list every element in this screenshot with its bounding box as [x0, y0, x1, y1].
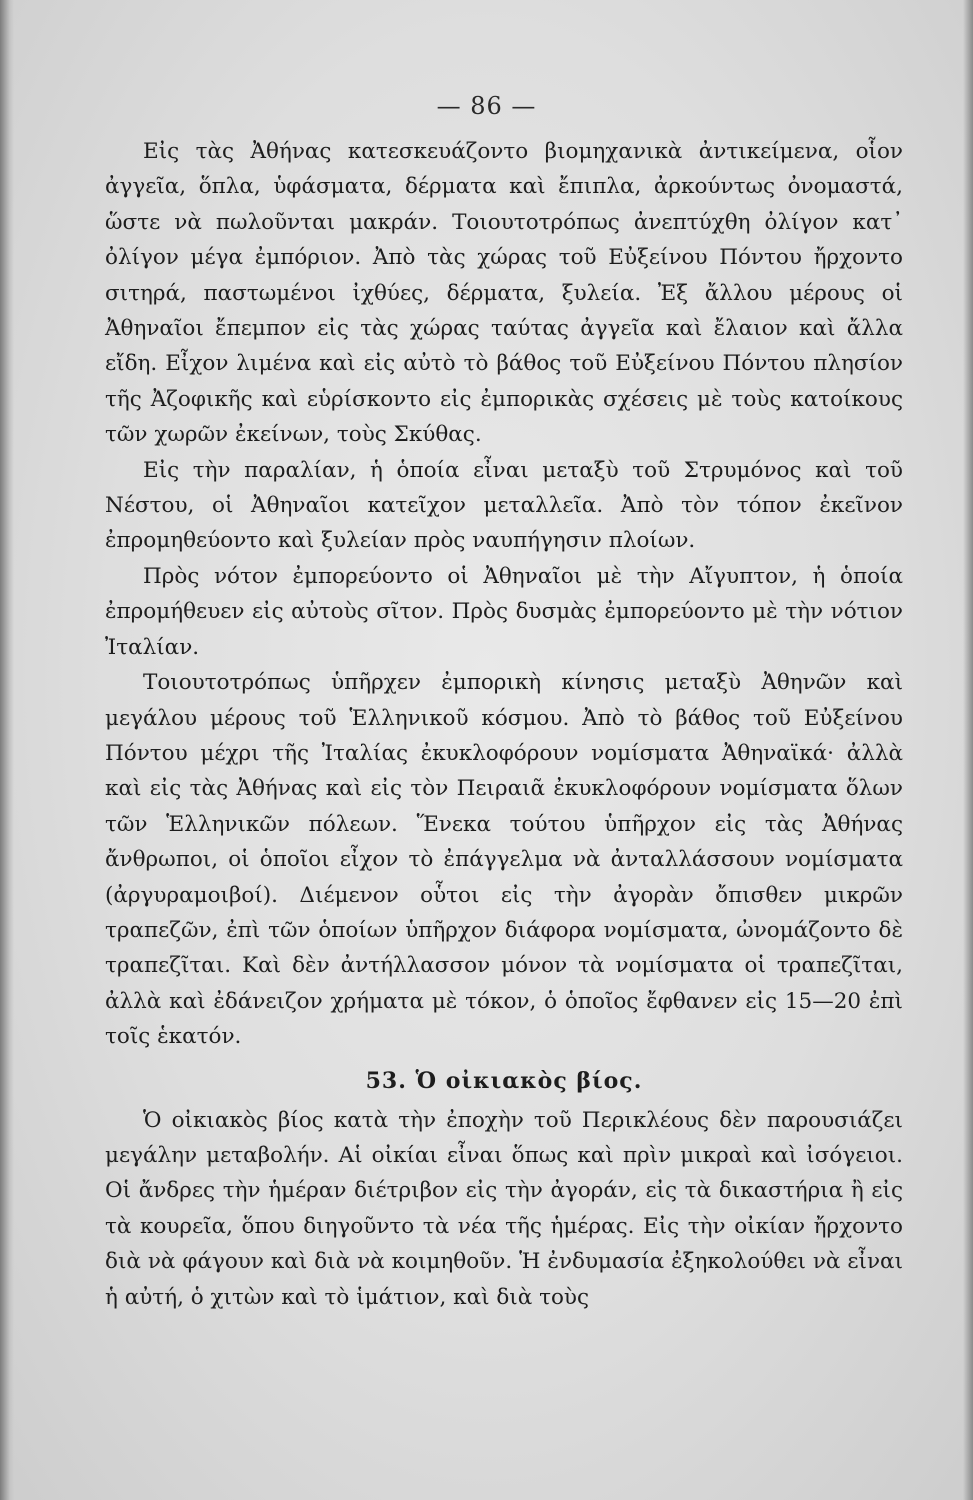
- body-text: [105, 134, 903, 1315]
- paragraph-domestic-life: Ὁ οἰκιακὸς βίος κατὰ τὴν ἐποχὴν τοῦ Περικλέους δὲν παρουσιάζει μεγάλην μεταβολήν. Αἱ οἰκίαι εἶναι ὅπως καὶ πρὶν μικραὶ καὶ ἰσόγειοι. Οἱ ἄνδρες τὴν ἡμέραν διέτριβον εἰς τὴν ἀγοράν, εἰς τὰ δικαστήρια ἢ εἰς τὰ κουρεῖα, ὅπου διηγοῦντο τὰ νέα τῆς ἡμέρας. Εἰς τὴν οἰκίαν ἤρχοντο διὰ νὰ φάγουν καὶ διὰ νὰ κοιμηθοῦν. Ἡ ἐνδυμασία ἐξηκολούθει νὰ εἶναι ἡ αὐτή, ὁ χιτὼν καὶ τὸ ἱμάτιον, καὶ διὰ τοὺς: [105, 1107, 903, 1310]
- page-edge-shadow-right: [963, 0, 973, 1500]
- page-number: — 86 —: [436, 92, 537, 120]
- paragraph-bankers: Τοιουτοτρόπως ὑπῆρχεν ἐμπορικὴ κίνησις μεταξὺ Ἀθηνῶν καὶ μεγάλου μέρους τοῦ Ἑλληνικοῦ κόσμου. Ἀπὸ τὸ βάθος τοῦ Εὐξείνου Πόντου μέχρι τῆς Ἰταλίας ἐκυκλοφόρουν νομίσματα Ἀθηναϊκά· ἀλλὰ καὶ εἰς τὰς Ἀθήνας καὶ εἰς τὸν Πειραιᾶ ἐκυκλοφόρουν νομίσματα ὅλων τῶν Ἑλληνικῶν πόλεων. Ἕνεκα τούτου ὑπῆρχον εἰς τὰς Ἀθήνας ἄνθρωποι, οἱ ὁποῖοι εἶχον τὸ ἐπάγγελμα νὰ ἀνταλλάσσουν νομίσματα (ἀργυραμοιβοί). Διέμενον οὗτοι εἰς τὴν ἀγορὰν ὄπισθεν μικρῶν τραπεζῶν, ἐπὶ τῶν ὁποίων ὑπῆρχον διάφορα νομίσματα, ὠνομάζοντο δὲ τραπεζῖται. Καὶ δὲν ἀντήλλασσον μόνον τὰ νομίσματα οἱ τραπεζῖται, ἀλλὰ καὶ ἐδάνειζον χρήματα μὲ τόκον, ὁ ὁποῖος ἔφθανεν εἰς 15—20 ἐπὶ τοῖς ἑκατόν.: [105, 670, 903, 1050]
- page-edge-shadow-left: [0, 0, 14, 1500]
- paragraph-mines: Εἰς τὴν παραλίαν, ἡ ὁποία εἶναι μεταξὺ τοῦ Στρυμόνος καὶ τοῦ Νέστου, οἱ Ἀθηναῖοι κατεῖχον μεταλλεῖα. Ἀπὸ τὸν τόπον ἐκεῖνον ἐπρομηθεύοντο καὶ ξυλείαν πρὸς ναυπήγησιν πλοίων.: [105, 457, 903, 554]
- section-heading: 53. Ὁ οἰκιακὸς βίος.: [365, 1067, 643, 1094]
- paragraph-egypt-italy: Πρὸς νότον ἐμπορεύοντο οἱ Ἀθηναῖοι μὲ τὴν Αἴγυπτον, ἡ ὁποία ἐπρομήθευεν εἰς αὐτοὺς σῖτον. Πρὸς δυσμὰς ἐμπορεύοντο μὲ τὴν νότιον Ἰταλίαν.: [105, 563, 903, 660]
- paragraph-trade-products: Εἰς τὰς Ἀθήνας κατεσκευάζοντο βιομηχανικὰ ἀντικείμενα, οἷον ἀγγεῖα, ὅπλα, ὑφάσματα, δέρματα καὶ ἔπιπλα, ἀρκούντως ὀνομαστά, ὥστε νὰ πωλοῦνται μακράν. Τοιουτοτρόπως ἀνεπτύχθη ὀλίγον κατ᾽ ὀλίγον μέγα ἐμπόριον. Ἀπὸ τὰς χώρας τοῦ Εὐξείνου Πόντου ἤρχοντο σιτηρά, παστωμένοι ἰχθύες, δέρματα, ξυλεία. Ἐξ ἄλλου μέρους οἱ Ἀθηναῖοι ἔπεμπον εἰς τὰς χώρας ταύτας ἀγγεῖα καὶ ἔλαιον καὶ ἄλλα εἴδη. Εἶχον λιμένα καὶ εἰς αὐτὸ τὸ βάθος τοῦ Εὐξείνου Πόντου πλησίον τῆς Ἀζοφικῆς καὶ εὑρίσκοντο εἰς ἐμπορικὰς σχέσεις μὲ τοὺς κατοίκους τῶν χωρῶν ἐκείνων, τοὺς Σκύθας.: [105, 139, 903, 448]
